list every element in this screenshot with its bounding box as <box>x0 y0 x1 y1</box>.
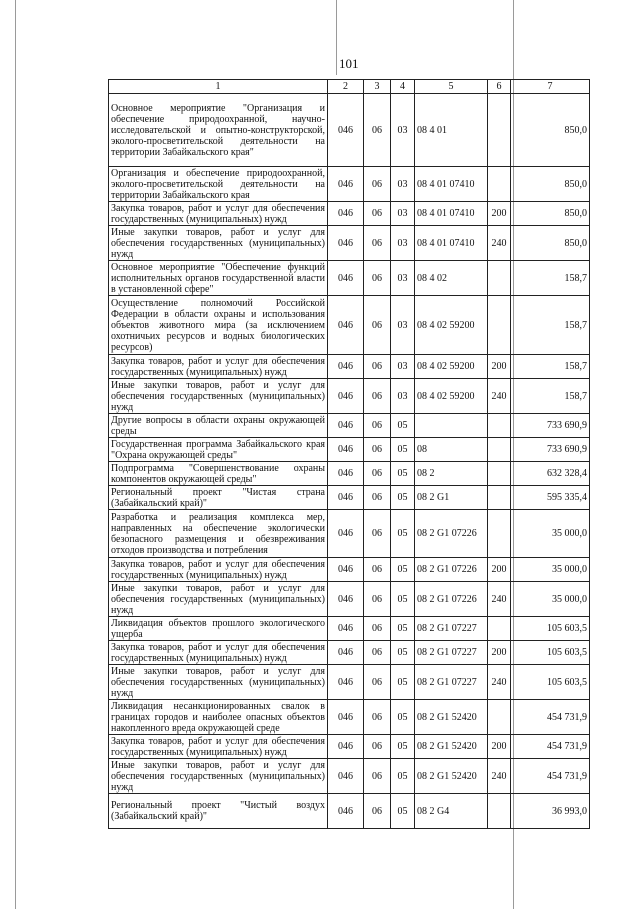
table-row <box>109 700 590 735</box>
row-admin-code: 046 <box>328 558 364 582</box>
row-name: Иные закупки товаров, работ и услуг для обеспечения государственных (муниципальных) нужд <box>109 582 328 617</box>
row-expense-type <box>488 261 511 296</box>
row-amount: 158,7 <box>511 296 590 355</box>
table-row <box>109 794 590 829</box>
row-expense-type <box>488 414 511 438</box>
row-amount: 105 603,5 <box>511 665 590 700</box>
table-row <box>109 558 590 582</box>
row-admin-code: 046 <box>328 641 364 665</box>
row-subsection: 03 <box>391 167 415 202</box>
row-amount: 454 731,9 <box>511 735 590 759</box>
row-amount: 595 335,4 <box>511 486 590 510</box>
row-expense-type: 240 <box>488 379 511 414</box>
row-expense-type <box>488 617 511 641</box>
table-row <box>109 379 590 414</box>
row-amount: 850,0 <box>511 226 590 261</box>
row-name: Закупка товаров, работ и услуг для обеспечения государственных (муниципальных) нужд <box>109 355 328 379</box>
budget-table <box>108 79 590 829</box>
row-admin-code: 046 <box>328 582 364 617</box>
row-amount: 35 000,0 <box>511 510 590 558</box>
row-expense-type: 200 <box>488 641 511 665</box>
row-section: 06 <box>364 665 391 700</box>
row-subsection: 03 <box>391 379 415 414</box>
row-admin-code: 046 <box>328 414 364 438</box>
table-row <box>109 486 590 510</box>
table-row <box>109 261 590 296</box>
row-amount: 850,0 <box>511 202 590 226</box>
row-admin-code: 046 <box>328 759 364 794</box>
row-admin-code: 046 <box>328 94 364 167</box>
table-header-row <box>109 80 590 94</box>
header-col-5: 5 <box>415 80 488 94</box>
table-row <box>109 355 590 379</box>
table-row <box>109 641 590 665</box>
row-name: Иные закупки товаров, работ и услуг для обеспечения государственных (муниципальных) нужд <box>109 226 328 261</box>
row-name: Региональный проект "Чистый воздух (Забайкальский край)" <box>109 794 328 829</box>
row-admin-code: 046 <box>328 226 364 261</box>
row-section: 06 <box>364 462 391 486</box>
row-section: 06 <box>364 486 391 510</box>
table-row <box>109 226 590 261</box>
header-col-2: 2 <box>328 80 364 94</box>
row-target-code: 08 4 01 07410 <box>415 226 488 261</box>
row-target-code: 08 2 G1 07227 <box>415 617 488 641</box>
row-section: 06 <box>364 414 391 438</box>
table-row <box>109 617 590 641</box>
row-expense-type: 240 <box>488 759 511 794</box>
row-subsection: 05 <box>391 438 415 462</box>
row-target-code: 08 4 01 07410 <box>415 167 488 202</box>
row-admin-code: 046 <box>328 665 364 700</box>
row-admin-code: 046 <box>328 379 364 414</box>
scan-line-left <box>15 0 16 909</box>
row-amount: 454 731,9 <box>511 759 590 794</box>
row-subsection: 05 <box>391 617 415 641</box>
row-target-code: 08 2 G1 52420 <box>415 735 488 759</box>
row-name: Закупка товаров, работ и услуг для обеспечения государственных (муниципальных) нужд <box>109 202 328 226</box>
table-row <box>109 94 590 167</box>
row-subsection: 03 <box>391 355 415 379</box>
row-admin-code: 046 <box>328 486 364 510</box>
row-name: Организация и обеспечение природоохранной, эколого-просветительской деятельности на территории Забайкальского края <box>109 167 328 202</box>
row-section: 06 <box>364 261 391 296</box>
row-target-code: 08 2 G1 52420 <box>415 700 488 735</box>
row-name: Другие вопросы в области охраны окружающей среды <box>109 414 328 438</box>
row-expense-type: 200 <box>488 355 511 379</box>
row-section: 06 <box>364 94 391 167</box>
row-section: 06 <box>364 379 391 414</box>
row-amount: 35 000,0 <box>511 582 590 617</box>
row-amount: 733 690,9 <box>511 414 590 438</box>
row-target-code: 08 2 G4 <box>415 794 488 829</box>
table-row <box>109 665 590 700</box>
row-subsection: 05 <box>391 510 415 558</box>
table-row <box>109 167 590 202</box>
row-amount: 850,0 <box>511 167 590 202</box>
row-admin-code: 046 <box>328 617 364 641</box>
table-row <box>109 296 590 355</box>
row-target-code: 08 <box>415 438 488 462</box>
row-expense-type <box>488 296 511 355</box>
header-col-4: 4 <box>391 80 415 94</box>
row-name: Основное мероприятие "Обеспечение функций исполнительных органов государственной власти в установленной сфере" <box>109 261 328 296</box>
row-amount: 158,7 <box>511 261 590 296</box>
table-row <box>109 510 590 558</box>
row-section: 06 <box>364 735 391 759</box>
row-target-code: 08 4 01 <box>415 94 488 167</box>
row-name: Ликвидация объектов прошлого экологического ущерба <box>109 617 328 641</box>
row-expense-type <box>488 167 511 202</box>
row-target-code: 08 4 01 07410 <box>415 202 488 226</box>
row-subsection: 05 <box>391 486 415 510</box>
row-name: Подпрограмма "Совершенствование охраны компонентов окружающей среды" <box>109 462 328 486</box>
row-subsection: 05 <box>391 582 415 617</box>
row-admin-code: 046 <box>328 296 364 355</box>
row-expense-type <box>488 700 511 735</box>
row-amount: 105 603,5 <box>511 641 590 665</box>
header-col-7: 7 <box>511 80 590 94</box>
row-name: Иные закупки товаров, работ и услуг для обеспечения государственных (муниципальных) нужд <box>109 665 328 700</box>
header-col-1: 1 <box>109 80 328 94</box>
row-admin-code: 046 <box>328 261 364 296</box>
row-name: Закупка товаров, работ и услуг для обеспечения государственных (муниципальных) нужд <box>109 641 328 665</box>
row-expense-type <box>488 462 511 486</box>
row-target-code: 08 2 G1 52420 <box>415 759 488 794</box>
row-section: 06 <box>364 700 391 735</box>
row-admin-code: 046 <box>328 794 364 829</box>
row-admin-code: 046 <box>328 462 364 486</box>
table-row <box>109 202 590 226</box>
row-target-code: 08 4 02 59200 <box>415 379 488 414</box>
row-name: Ликвидация несанкционированных свалок в границах городов и наиболее опасных объектов накопленного вреда окружающей среде <box>109 700 328 735</box>
row-amount: 105 603,5 <box>511 617 590 641</box>
row-target-code: 08 2 G1 07226 <box>415 510 488 558</box>
table-row <box>109 735 590 759</box>
table-row <box>109 759 590 794</box>
row-target-code: 08 2 G1 07227 <box>415 641 488 665</box>
row-subsection: 03 <box>391 94 415 167</box>
row-expense-type: 240 <box>488 226 511 261</box>
row-admin-code: 046 <box>328 202 364 226</box>
row-subsection: 05 <box>391 462 415 486</box>
row-target-code: 08 2 G1 <box>415 486 488 510</box>
row-subsection: 03 <box>391 202 415 226</box>
row-target-code: 08 4 02 59200 <box>415 355 488 379</box>
row-expense-type: 240 <box>488 665 511 700</box>
row-expense-type: 200 <box>488 202 511 226</box>
row-section: 06 <box>364 641 391 665</box>
row-name: Иные закупки товаров, работ и услуг для обеспечения государственных (муниципальных) нужд <box>109 759 328 794</box>
row-subsection: 05 <box>391 794 415 829</box>
row-section: 06 <box>364 202 391 226</box>
row-section: 06 <box>364 617 391 641</box>
row-subsection: 03 <box>391 296 415 355</box>
row-subsection: 05 <box>391 414 415 438</box>
row-amount: 733 690,9 <box>511 438 590 462</box>
row-section: 06 <box>364 355 391 379</box>
table-row <box>109 438 590 462</box>
row-section: 06 <box>364 226 391 261</box>
row-expense-type <box>488 510 511 558</box>
row-subsection: 05 <box>391 665 415 700</box>
row-expense-type <box>488 794 511 829</box>
row-subsection: 05 <box>391 759 415 794</box>
row-section: 06 <box>364 296 391 355</box>
row-name: Закупка товаров, работ и услуг для обеспечения государственных (муниципальных) нужд <box>109 735 328 759</box>
row-section: 06 <box>364 582 391 617</box>
row-subsection: 05 <box>391 641 415 665</box>
row-amount: 632 328,4 <box>511 462 590 486</box>
row-subsection: 05 <box>391 735 415 759</box>
scan-line-center <box>336 0 337 75</box>
row-section: 06 <box>364 558 391 582</box>
row-name: Региональный проект "Чистая страна (Забайкальский край)" <box>109 486 328 510</box>
header-col-3: 3 <box>364 80 391 94</box>
row-subsection: 03 <box>391 261 415 296</box>
row-section: 06 <box>364 438 391 462</box>
row-name: Государственная программа Забайкальского края "Охрана окружающей среды" <box>109 438 328 462</box>
row-expense-type: 200 <box>488 735 511 759</box>
table-row <box>109 462 590 486</box>
row-amount: 36 993,0 <box>511 794 590 829</box>
header-col-6: 6 <box>488 80 511 94</box>
row-admin-code: 046 <box>328 167 364 202</box>
row-name: Разработка и реализация комплекса мер, направленных на обеспечение экологически безопасного размещения и обезвреживания отходов производства и потребления <box>109 510 328 558</box>
row-expense-type: 240 <box>488 582 511 617</box>
row-name: Иные закупки товаров, работ и услуг для обеспечения государственных (муниципальных) нужд <box>109 379 328 414</box>
row-section: 06 <box>364 167 391 202</box>
row-admin-code: 046 <box>328 355 364 379</box>
row-amount: 158,7 <box>511 379 590 414</box>
row-target-code: 08 2 G1 07227 <box>415 665 488 700</box>
row-section: 06 <box>364 759 391 794</box>
table-row <box>109 582 590 617</box>
row-name: Основное мероприятие "Организация и обеспечение природоохранной, научно-исследовательской и опытно-конструкторской, эколого-просветительской деятельности на территории Забайкальского края" <box>109 94 328 167</box>
row-admin-code: 046 <box>328 700 364 735</box>
row-target-code: 08 4 02 <box>415 261 488 296</box>
row-target-code: 08 2 <box>415 462 488 486</box>
row-expense-type <box>488 94 511 167</box>
page-number: 101 <box>339 56 359 71</box>
row-expense-type: 200 <box>488 558 511 582</box>
row-amount: 35 000,0 <box>511 558 590 582</box>
row-name: Закупка товаров, работ и услуг для обеспечения государственных (муниципальных) нужд <box>109 558 328 582</box>
row-subsection: 03 <box>391 226 415 261</box>
row-section: 06 <box>364 794 391 829</box>
row-target-code: 08 2 G1 07226 <box>415 582 488 617</box>
row-target-code: 08 2 G1 07226 <box>415 558 488 582</box>
row-target-code: 08 4 02 59200 <box>415 296 488 355</box>
row-admin-code: 046 <box>328 438 364 462</box>
table-row <box>109 414 590 438</box>
row-amount: 158,7 <box>511 355 590 379</box>
row-amount: 850,0 <box>511 94 590 167</box>
row-expense-type <box>488 486 511 510</box>
row-target-code <box>415 414 488 438</box>
row-admin-code: 046 <box>328 510 364 558</box>
row-subsection: 05 <box>391 700 415 735</box>
row-name: Осуществление полномочий Российской Федерации в области охраны и использования объектов животного мира (за исключением охотничьих ресурсов и водных биологических ресурсов) <box>109 296 328 355</box>
row-admin-code: 046 <box>328 735 364 759</box>
row-subsection: 05 <box>391 558 415 582</box>
row-section: 06 <box>364 510 391 558</box>
row-amount: 454 731,9 <box>511 700 590 735</box>
row-expense-type <box>488 438 511 462</box>
